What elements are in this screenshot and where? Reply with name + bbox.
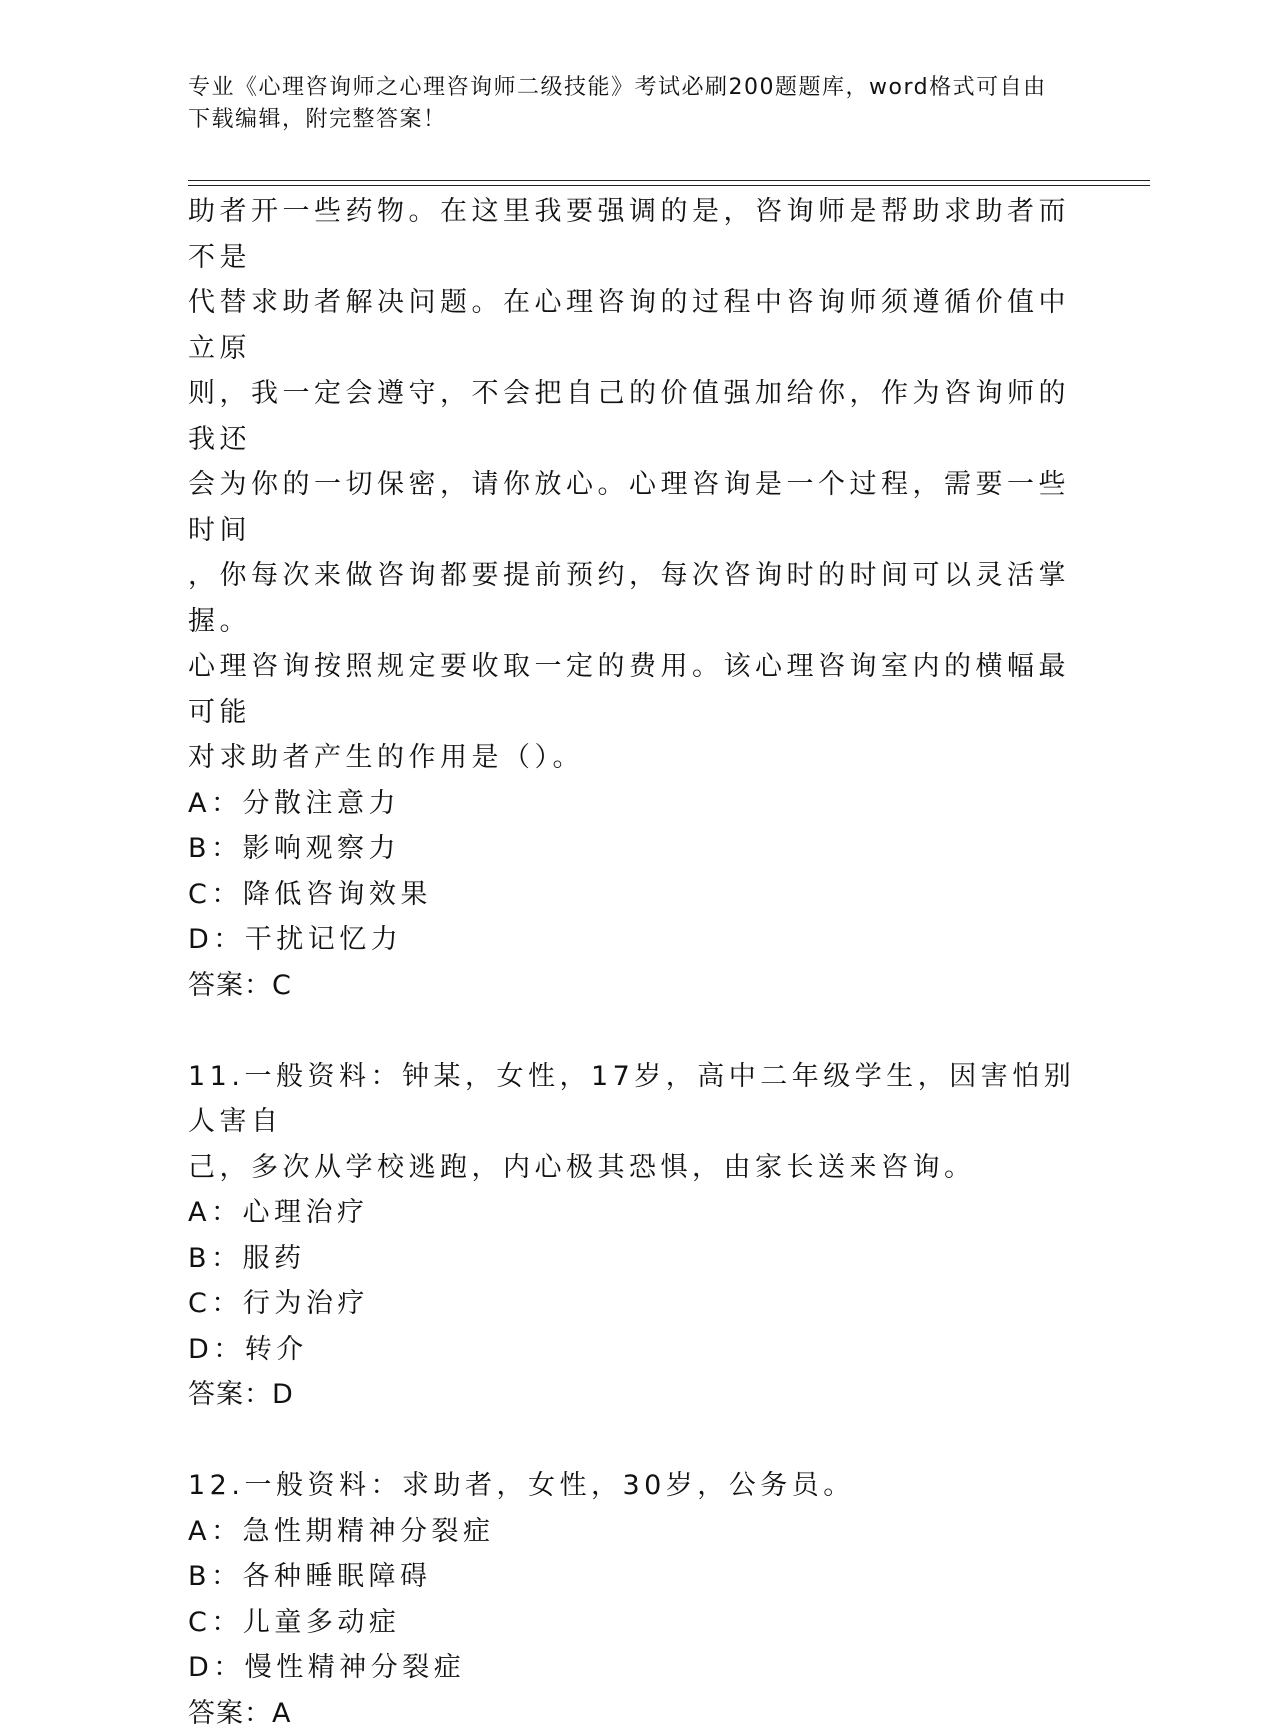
header-rule-bottom (188, 185, 1150, 186)
option-b: B：各种睡眠障碍 (188, 1554, 1088, 1600)
spacer (188, 1418, 1088, 1464)
question-line: 己，多次从学校逃跑，内心极其恐惧，由家长送来咨询。 (188, 1145, 1088, 1191)
option-d: D：干扰记忆力 (188, 917, 1088, 963)
option-c: C：降低咨询效果 (188, 872, 1088, 918)
option-a: A：心理治疗 (188, 1190, 1088, 1236)
question-line: 则，我一定会遵守，不会把自己的价值强加给你，作为咨询师的我还 (188, 371, 1088, 462)
question-line: ，你每次来做咨询都要提前预约，每次咨询时的时间可以灵活掌握。 (188, 553, 1088, 644)
option-c: C：行为治疗 (188, 1281, 1088, 1327)
document-header: 专业《心理咨询师之心理咨询师二级技能》考试必刷200题题库，word格式可自由下载编辑，附完整答案！ (188, 72, 1068, 136)
answer: 答案：D (188, 1372, 1088, 1418)
option-d: D：转介 (188, 1327, 1088, 1373)
option-d: D：慢性精神分裂症 (188, 1645, 1088, 1691)
question-line: 助者开一些药物。在这里我要强调的是，咨询师是帮助求助者而不是 (188, 189, 1088, 280)
option-a: A：分散注意力 (188, 781, 1088, 827)
question-line: 代替求助者解决问题。在心理咨询的过程中咨询师须遵循价值中立原 (188, 280, 1088, 371)
option-b: B：服药 (188, 1236, 1088, 1282)
question-line: 对求助者产生的作用是（）。 (188, 735, 1088, 781)
question-10 (188, 189, 1088, 1008)
question-line: 会为你的一切保密，请你放心。心理咨询是一个过程，需要一些时间 (188, 462, 1088, 553)
answer: 答案：C (188, 963, 1088, 1009)
question-11 (188, 1054, 1088, 1418)
spacer (188, 1008, 1088, 1054)
option-c: C：儿童多动症 (188, 1600, 1088, 1646)
question-line: 心理咨询按照规定要收取一定的费用。该心理咨询室内的横幅最可能 (188, 644, 1088, 735)
question-line: 12.一般资料：求助者，女性，30岁，公务员。 (188, 1463, 1088, 1509)
document-body (188, 189, 1088, 1736)
question-12 (188, 1463, 1088, 1736)
question-line: 11.一般资料：钟某，女性，17岁，高中二年级学生，因害怕别人害自 (188, 1054, 1088, 1145)
answer: 答案：A (188, 1691, 1088, 1736)
header-rule-top (188, 180, 1150, 181)
option-a: A：急性期精神分裂症 (188, 1509, 1088, 1555)
option-b: B：影响观察力 (188, 826, 1088, 872)
